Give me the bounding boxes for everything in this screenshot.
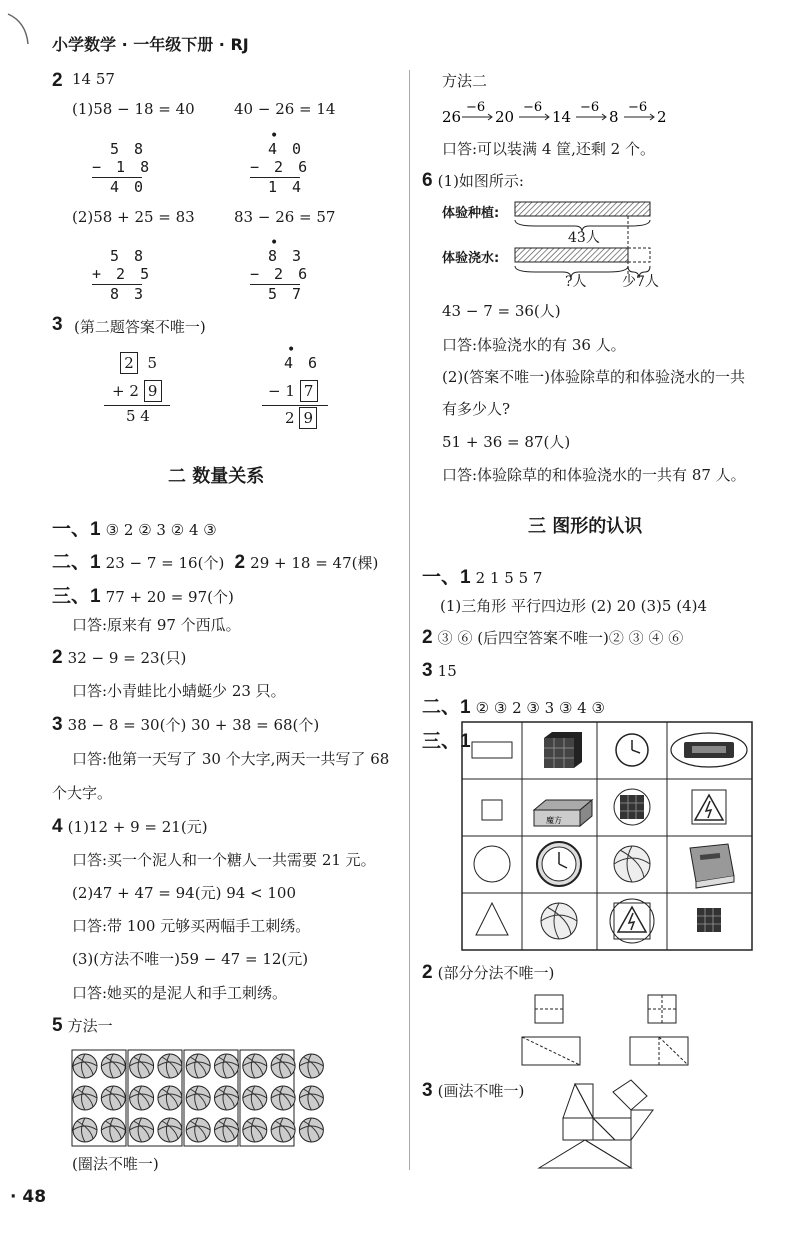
gift-box-icon <box>534 800 592 826</box>
row-num: 2 <box>234 552 246 573</box>
answer-text: 口答:带 100 元够买两幅手工刺绣。 <box>72 917 311 935</box>
q-number: 4 <box>52 816 63 837</box>
row-text: 29 + 18 = 47(棵) <box>250 554 379 572</box>
answer-text: 口答:小青蛙比小蜻蜓少 23 只。 <box>72 682 286 700</box>
q2-eq4: 83 − 26 = 57 <box>234 208 336 226</box>
ball-icon <box>614 846 650 882</box>
clock-icon <box>537 842 581 886</box>
ball-icon <box>186 1086 210 1110</box>
q6 <box>422 170 524 192</box>
ball-icon <box>299 1118 323 1142</box>
vertical-result: 5 7 <box>268 285 305 303</box>
rectangle-split-mixed <box>630 1037 688 1065</box>
ball-icon <box>271 1118 295 1142</box>
row-text: 23 − 7 = 16(个) <box>105 554 225 572</box>
row-text: ③ ⑥ (后四空答案不唯一)② ③ ④ ⑥ <box>437 629 684 647</box>
row-label: 二、1 <box>52 552 101 573</box>
digit: 2 <box>285 409 295 427</box>
section-title: 二 数量关系 <box>168 466 265 487</box>
ball-icon <box>101 1054 125 1078</box>
q-text: 51 + 36 = 87(人) <box>442 433 571 451</box>
answer-text: 口答:体验除草的和体验浇水的一共有 87 人。 <box>442 466 746 484</box>
ball-icon <box>186 1118 210 1142</box>
vertical-result <box>285 407 317 429</box>
q-text: 43 − 7 = 36(人) <box>442 302 561 320</box>
brace-top-label: 43人 <box>568 230 600 246</box>
answer-text: 口答:体验浇水的有 36 人。 <box>442 336 626 354</box>
row-4 <box>422 692 605 719</box>
circle-note: (圈法不唯一) <box>72 1155 159 1173</box>
header-title: 小学数学 · 一年级下册 · RJ <box>52 35 249 54</box>
bar-bottom <box>515 248 628 262</box>
ball-icon <box>215 1118 239 1142</box>
q3c <box>422 1080 524 1102</box>
row-text: 77 + 20 = 97(个) <box>105 588 234 606</box>
vertical-result: 1 4 <box>268 178 305 196</box>
vertical-line <box>262 405 328 406</box>
cube-icon <box>614 789 650 825</box>
rectangle-icon <box>472 742 512 758</box>
ball-grid <box>72 1050 332 1150</box>
q-text: 方法一 <box>67 1017 113 1035</box>
ball-icon <box>73 1086 97 1110</box>
q-text: (2)47 + 47 = 94(元) 94 < 100 <box>72 884 297 902</box>
borrow-dot: • <box>270 128 279 144</box>
ball-icon <box>243 1086 267 1110</box>
ball-icon <box>243 1054 267 1078</box>
q-number: 2 <box>422 962 433 983</box>
q2b <box>52 647 186 669</box>
vertical-line <box>104 405 170 406</box>
q3-number: 3 <box>52 314 63 335</box>
row-1 <box>52 514 217 541</box>
warning-sign-icon <box>610 899 654 943</box>
digit: 5 <box>147 354 158 372</box>
vertical-top: 4 6 <box>284 354 321 372</box>
row-label: 3 <box>422 660 433 681</box>
brace-bottom-label: ?人 <box>565 274 587 290</box>
q3-note: (第二题答案不唯一) <box>74 318 206 336</box>
q2-answer: 14 57 <box>72 70 115 88</box>
bar-top <box>515 202 650 216</box>
vertical-mid: + 2 5 <box>92 265 153 283</box>
book-icon <box>690 844 734 888</box>
row-text: ② ③ 2 ③ 3 ③ 4 ③ <box>475 699 605 717</box>
borrow-dot: • <box>287 342 296 358</box>
vertical-mid: − 1 8 <box>92 158 153 176</box>
gift-box-text: 魔方 <box>546 816 562 825</box>
vertical-top: 5 8 <box>110 140 147 158</box>
chain-value: 2 <box>657 108 667 126</box>
q-text: (3)(方法不唯一)59 − 47 = 12(元) <box>72 950 309 968</box>
method-two: 方法二 <box>442 72 488 90</box>
circle-icon <box>474 846 510 882</box>
ball-icon <box>101 1086 125 1110</box>
q-text: (1)12 + 9 = 21(元) <box>67 818 208 836</box>
operand: + 2 <box>112 382 139 400</box>
chain-value: 20 <box>495 108 515 126</box>
chain-step: −6 <box>466 100 486 115</box>
chain-step: −6 <box>580 100 600 115</box>
ball-icon <box>73 1054 97 1078</box>
q-text: (部分分法不唯一) <box>437 964 555 982</box>
ball-icon <box>243 1118 267 1142</box>
answer-text: 口答:原来有 97 个西瓜。 <box>72 616 241 634</box>
ball-icon <box>130 1086 154 1110</box>
bar-label-top: 体验种植: <box>442 206 500 221</box>
row-text: 15 <box>437 662 457 680</box>
bar-label-bottom: 体验浇水: <box>442 251 500 266</box>
vertical-top: 5 8 <box>110 247 147 265</box>
ball-icon <box>130 1118 154 1142</box>
vertical-result: 5 4 <box>126 407 150 425</box>
tangram-figure <box>535 1080 665 1172</box>
cube-icon <box>697 908 721 932</box>
ball-icon <box>73 1118 97 1142</box>
q3b <box>52 714 319 736</box>
vertical-top <box>120 352 157 374</box>
ball-icon <box>271 1054 295 1078</box>
cube-icon <box>544 732 582 768</box>
subtraction-chain <box>442 96 682 132</box>
row-3 <box>422 660 457 682</box>
answer-box: 9 <box>144 380 162 402</box>
square-icon <box>482 800 502 820</box>
ball-icon <box>215 1086 239 1110</box>
corner-bracket <box>0 0 40 60</box>
division-figures <box>520 995 700 1070</box>
q2-eq1: (1)58 − 18 = 40 <box>72 100 195 118</box>
q4 <box>52 816 208 838</box>
q-number: 3 <box>422 1080 433 1101</box>
answer-text: 口答:可以装满 4 筐,还剩 2 个。 <box>442 140 655 158</box>
q-text: (画法不唯一) <box>437 1082 525 1100</box>
q2-eq3: (2)58 + 25 = 83 <box>72 208 195 226</box>
triangle-icon <box>476 903 508 935</box>
ball-icon <box>299 1086 323 1110</box>
ball-icon <box>158 1054 182 1078</box>
row-label: 一、1 <box>52 519 101 540</box>
answer-box: 7 <box>300 380 318 402</box>
ball-icon <box>541 903 577 939</box>
square-split-four <box>648 995 676 1023</box>
chain-value: 8 <box>609 108 619 126</box>
ball-icon <box>130 1054 154 1078</box>
row-label: 二、1 <box>422 697 471 718</box>
column-divider <box>409 70 410 1170</box>
row-sub: (1)三角形 平行四边形 (2) 20 (3)5 (4)4 <box>440 597 708 615</box>
row-label: 三、1 <box>422 731 471 752</box>
vertical-top: 8 3 <box>268 247 305 265</box>
operand: − 1 <box>268 382 295 400</box>
bar-bottom-gap <box>628 248 650 262</box>
q-number: 6 <box>422 170 433 191</box>
answer-text: 口答:她买的是泥人和手工刺绣。 <box>72 984 288 1002</box>
q-text: (1)如图所示: <box>437 172 524 190</box>
less-label: 少7人 <box>622 274 659 290</box>
chain-step: −6 <box>628 100 648 115</box>
row-2 <box>52 547 378 574</box>
vertical-mid: − 2 6 <box>250 158 311 176</box>
borrow-dot: • <box>270 235 279 251</box>
answer-text: 个大字。 <box>52 784 113 802</box>
clock-icon <box>616 734 648 766</box>
ball-icon <box>101 1118 125 1142</box>
q2c <box>422 962 554 984</box>
ball-icon <box>299 1054 323 1078</box>
q-text: 32 − 9 = 23(只) <box>67 649 187 667</box>
answer-box: 2 <box>120 352 138 374</box>
ball-icon <box>186 1054 210 1078</box>
q2-eq2: 40 − 26 = 14 <box>234 100 336 118</box>
q-text: (2)(答案不唯一)体验除草的和体验浇水的一共 <box>442 368 745 386</box>
chain-start: 26 <box>442 108 462 126</box>
vertical-mid <box>112 380 162 402</box>
q5 <box>52 1015 113 1037</box>
row-text: ③ 2 ② 3 ② 4 ③ <box>105 521 217 539</box>
answer-text: 口答:买一个泥人和一个糖人一共需要 21 元。 <box>72 851 376 869</box>
ball-icon <box>158 1118 182 1142</box>
section-title: 三 图形的认识 <box>528 516 643 537</box>
ball-icon <box>215 1054 239 1078</box>
vertical-mid: − 2 6 <box>250 265 311 283</box>
ball-icon <box>158 1086 182 1110</box>
q-text: 38 − 8 = 30(个) 30 + 38 = 68(个) <box>67 716 320 734</box>
q-number: 5 <box>52 1015 63 1036</box>
row-label: 三、1 <box>52 586 101 607</box>
answer-text: 口答:他第一天写了 30 个大字,两天一共写了 68 <box>72 750 390 768</box>
warning-sign-icon <box>692 790 726 824</box>
vertical-result: 8 3 <box>110 285 147 303</box>
shape-table <box>462 722 752 950</box>
q-number: 2 <box>52 647 63 668</box>
q-number: 3 <box>52 714 63 735</box>
q-text: 有多少人? <box>442 400 511 418</box>
row-2 <box>422 627 683 649</box>
row-3 <box>52 581 234 608</box>
chain-value: 14 <box>552 108 572 126</box>
q2-number: 2 <box>52 70 63 91</box>
row-label: 2 <box>422 627 433 648</box>
vertical-top: 4 0 <box>268 140 305 158</box>
ball-icon <box>271 1086 295 1110</box>
answer-box: 9 <box>299 407 317 429</box>
vertical-result: 4 0 <box>110 178 147 196</box>
square-split-horizontal <box>535 995 563 1023</box>
row-label: 一、1 <box>422 567 471 588</box>
pencil-box-icon <box>671 733 747 767</box>
vertical-mid <box>268 380 318 402</box>
row-text: 2 1 5 5 7 <box>475 569 543 587</box>
page-number: · 48 <box>10 1187 47 1207</box>
chain-step: −6 <box>523 100 543 115</box>
row-1 <box>422 562 542 589</box>
